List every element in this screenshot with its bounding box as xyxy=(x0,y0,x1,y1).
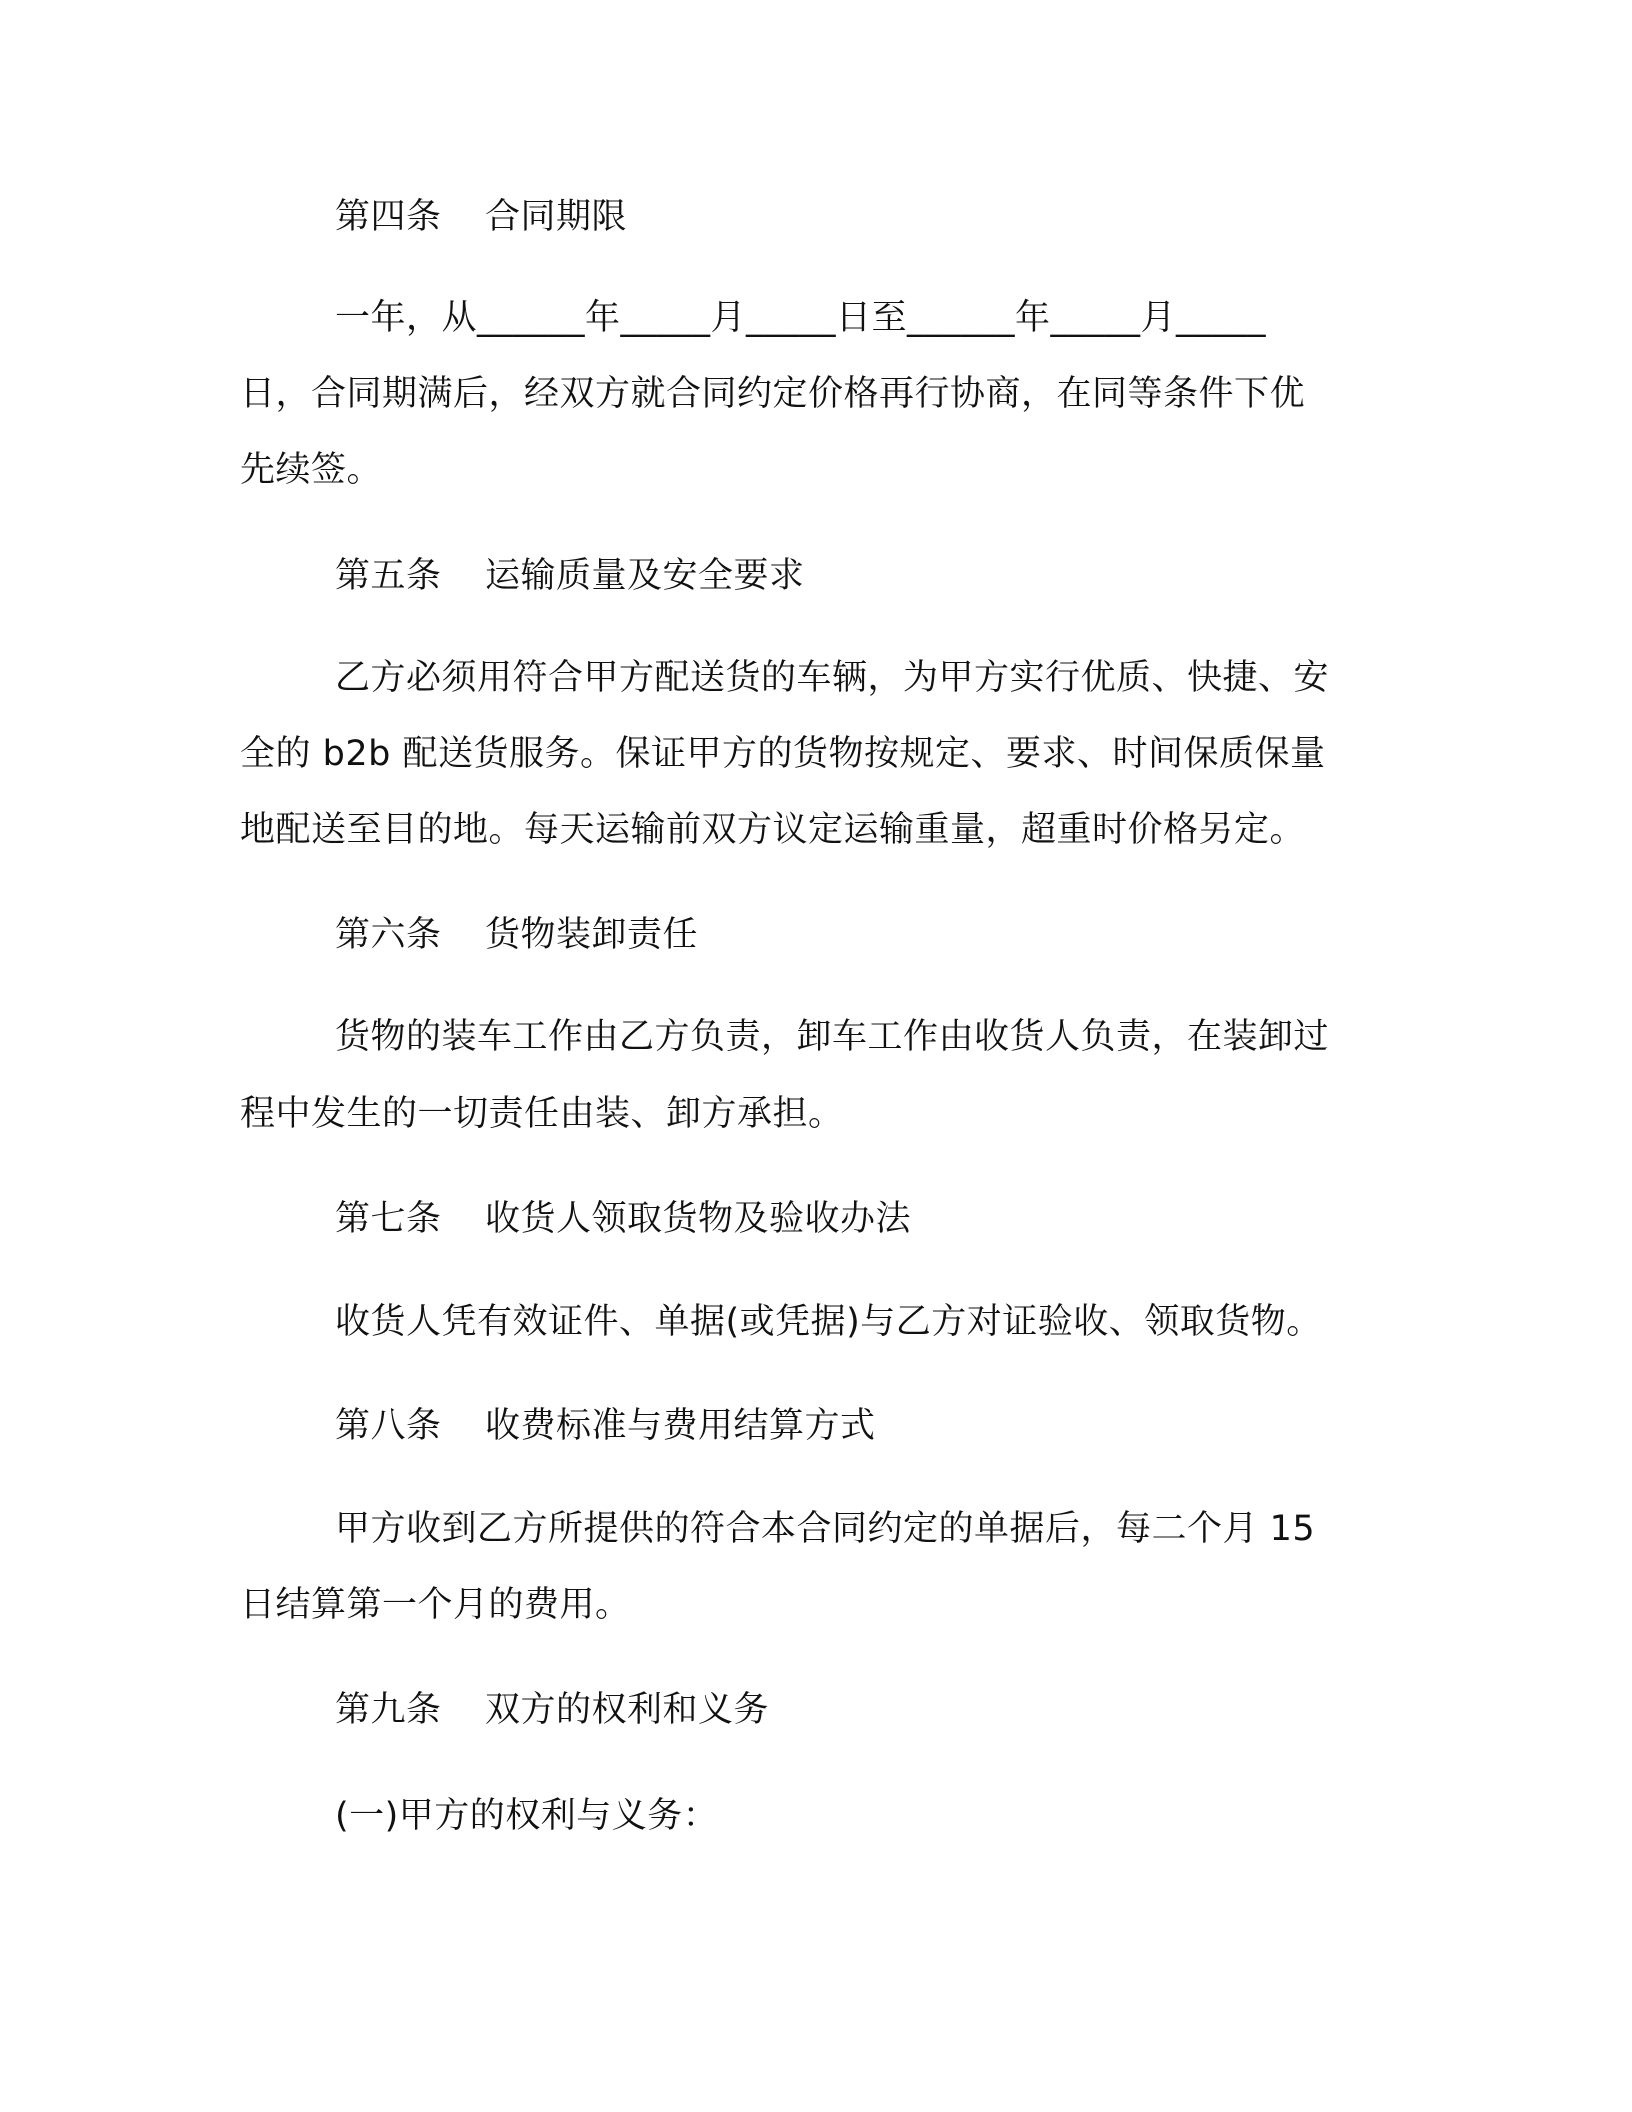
article-number: 第九条 xyxy=(335,1690,442,1730)
paragraph-line: 程中发生的一切责任由装、卸方承担。 xyxy=(240,1094,844,1134)
paragraph-line: (一)甲方的权利与义务： xyxy=(335,1796,719,1836)
paragraph-line: 日，合同期满后，经双方就合同约定价格再行协商，在同等条件下优 xyxy=(240,374,1306,414)
article-number: 第六条 xyxy=(335,915,442,955)
article-title: 运输质量及安全要求 xyxy=(485,556,805,596)
article-6-heading xyxy=(335,911,698,959)
article-8-heading xyxy=(335,1402,876,1450)
article-title: 收货人领取货物及验收办法 xyxy=(485,1199,912,1239)
paragraph-line: 甲方收到乙方所提供的符合本合同约定的单据后，每二个月 15 xyxy=(335,1509,1316,1549)
article-number: 第七条 xyxy=(335,1199,442,1239)
article-number: 第五条 xyxy=(335,556,442,596)
article-4-heading xyxy=(335,193,627,241)
article-title: 货物装卸责任 xyxy=(485,915,699,955)
paragraph-line: 先续签。 xyxy=(240,450,383,490)
paragraph-line: 货物的装车工作由乙方负责，卸车工作由收货人负责，在装卸过 xyxy=(335,1017,1330,1057)
article-5-heading xyxy=(335,552,805,600)
article-title: 收费标准与费用结算方式 xyxy=(485,1406,876,1446)
paragraph-line: 日结算第一个月的费用。 xyxy=(240,1585,631,1625)
article-title: 合同期限 xyxy=(485,197,628,237)
article-number: 第四条 xyxy=(335,197,442,237)
paragraph-line: 地配送至目的地。每天运输前双方议定运输重量，超重时价格另定。 xyxy=(240,810,1306,850)
article-7-heading xyxy=(335,1195,911,1243)
article-title: 双方的权利和义务 xyxy=(485,1690,770,1730)
paragraph-line: 全的 b2b 配送货服务。保证甲方的货物按规定、要求、时间保质保量 xyxy=(240,734,1326,774)
article-number: 第八条 xyxy=(335,1406,442,1446)
paragraph-line: 收货人凭有效证件、单据(或凭据)与乙方对证验收、领取货物。 xyxy=(335,1302,1322,1342)
article-9-heading xyxy=(335,1686,769,1734)
paragraph-line: 一年，从______年_____月_____日至______年_____月_____ xyxy=(335,298,1267,338)
paragraph-line: 乙方必须用符合甲方配送货的车辆，为甲方实行优质、快捷、安 xyxy=(335,658,1330,698)
